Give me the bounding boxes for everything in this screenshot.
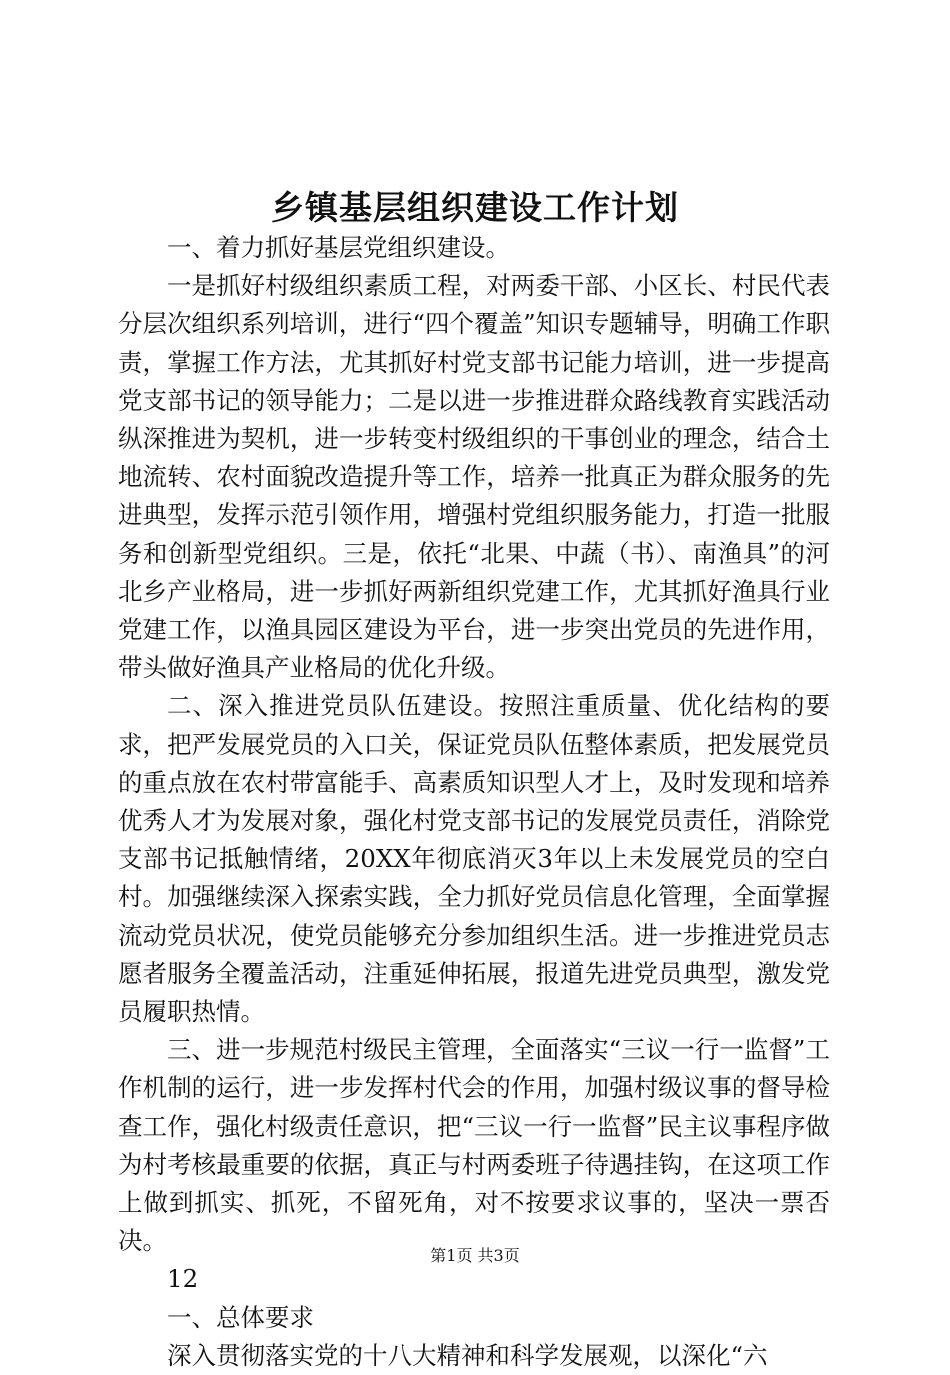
paragraph-2: 二、深入推进党员队伍建设。按照注重质量、优化结构的要求，把严发展党员的入口关，保证党员队伍整体素质，把发展党员的重点放在农村带富能手、高素质知识型人才上，及时发现和培养优秀人才为发展对象，强化村党支部书记的发展党员责任，消除党支部书记抵触情绪，20XX年彻底消灭3年以上未发展党员的空白村。加强继续深入探索实践，全力抓好党员信息化管理，全面掌握流动党员状况，使党员能够充分参加组织生活。进一步推进党员志愿者服务全覆盖活动，注重延伸拓展，报道先进党员典型，激发党员履职热情。 xyxy=(118,691,830,1027)
document-title: 乡镇基层组织建设工作计划 xyxy=(271,188,679,227)
page-marker: 12 xyxy=(167,1264,199,1294)
paragraph-3: 三、进一步规范村级民主管理，全面落实“三议一行一监督”工作机制的运行，进一步发挥村代会的作用，加强村级议事的督导检查工作，强化村级责任意识，把“三议一行一监督”民主议事程序做为村考核最重要的依据，真正与村两委班子待遇挂钩，在这项工作上做到抓实、抓死，不留死角，对不按要求议事的，坚决一票否决。 xyxy=(118,1035,830,1256)
paragraph-1: 一是抓好村级组织素质工程，对两委干部、小区长、村民代表分层次组织系列培训，进行“四个覆盖”知识专题辅导，明确工作职责，掌握工作方法，尤其抓好村党支部书记能力培训，进一步提高党支部书记的领导能力；二是以进一步推进群众路线教育实践活动纵深推进为契机，进一步转变村级组织的干事创业的理念，结合土地流转、农村面貌改造提升等工作，培养一批真正为群众服务的先进典型，发挥示范引领作用，增强村党组织服务能力，打造一批服务和创新型党组织。三是，依托“北果、中蔬（书）、南渔具”的河北乡产业格局，进一步抓好两新组织党建工作，尤其抓好渔具行业党建工作，以渔具园区建设为平台，进一步突出党员的先进作用，带头做好渔具产业格局的优化升级。 xyxy=(118,271,830,683)
paragraph-4: 深入贯彻落实党的十八大精神和科学发展观，以深化“六 xyxy=(167,1340,768,1370)
document-body xyxy=(118,229,830,1375)
page-footer: 第1页 共3页 xyxy=(430,1246,520,1265)
section-heading-2: 一、总体要求 xyxy=(167,1302,314,1332)
section-heading-1: 一、着力抓好基层党组织建设。 xyxy=(167,233,510,262)
